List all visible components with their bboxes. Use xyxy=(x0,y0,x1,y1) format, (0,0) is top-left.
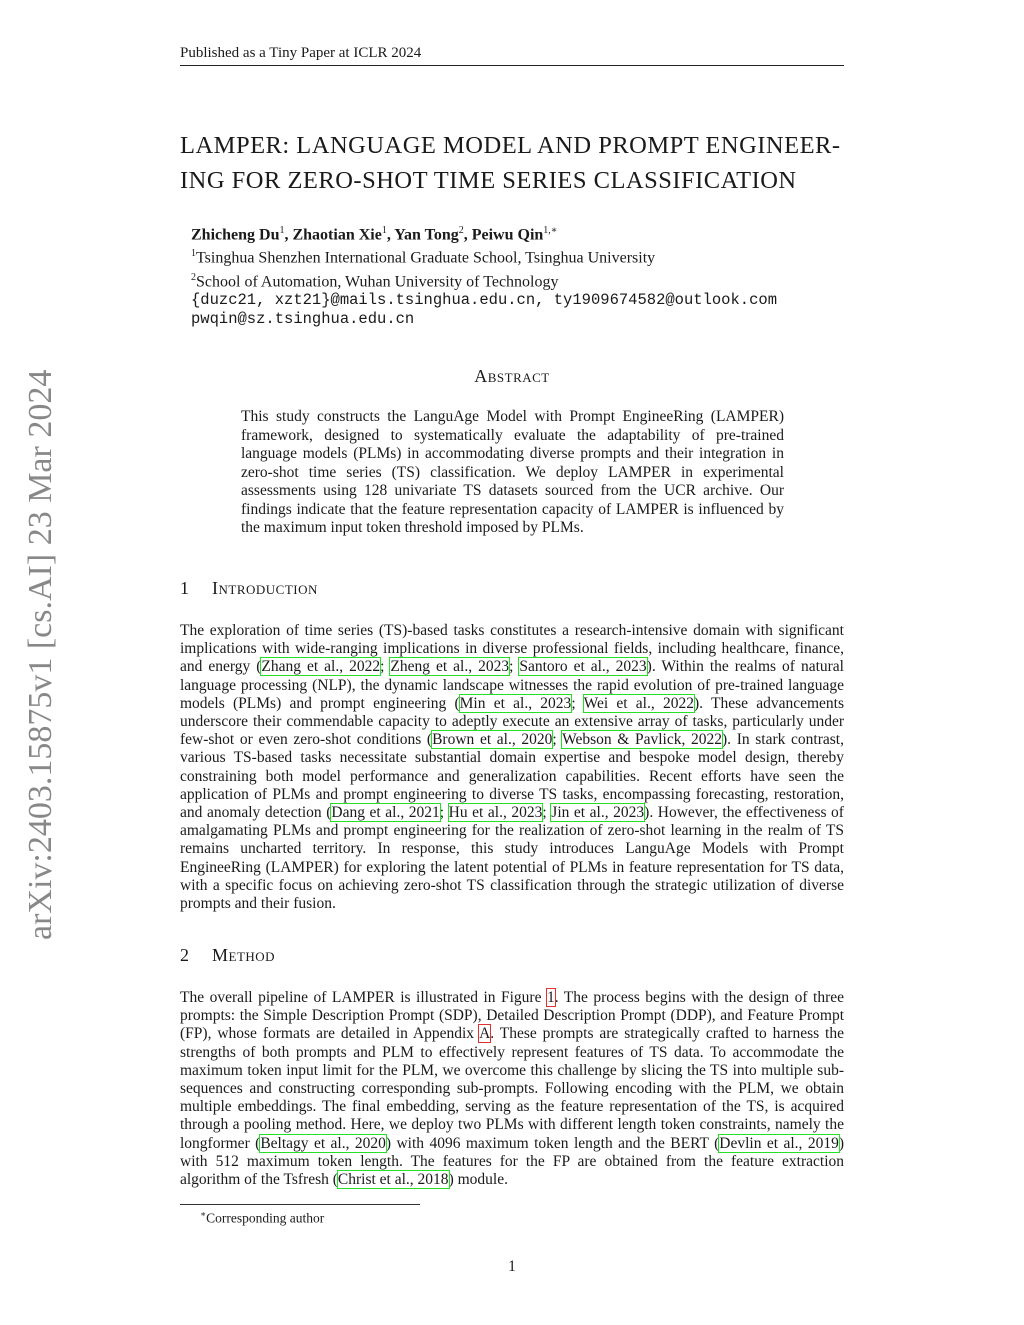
page-number: 1 xyxy=(508,1258,516,1275)
citation-link[interactable]: Christ et al., 2018 xyxy=(337,1171,449,1189)
citation-link[interactable]: Wei et al., 2022 xyxy=(583,694,694,712)
affiliation-text: Tsinghua Shenzhen International Graduate School, Tsinghua University xyxy=(196,249,656,267)
footnote-text: Corresponding author xyxy=(206,1210,325,1226)
abstract-heading: Abstract xyxy=(474,366,550,386)
body-text: The exploration of time series (TS)-based tasks constitutes a research-intensive domain with significant implications with wide-ranging implications in diverse professional fields, including healthcare, finance, and energy ( xyxy=(180,622,844,676)
section-heading-method xyxy=(180,945,275,966)
affiliation-2 xyxy=(191,268,841,291)
introduction-paragraph xyxy=(180,622,844,913)
body-text: ). In stark contrast, various TS-based tasks necessitate substantial domain expertise and bespoke model design, thereby constraining both model performance and generalization capabilities. Recent efforts have seen the application of PLMs and prompt engineering to diverse TS tasks, encompassing forecasting, restoration, and anomaly detection ( xyxy=(180,731,844,822)
affiliation-mark: 1,∗ xyxy=(543,225,558,236)
section-heading-introduction xyxy=(180,578,318,599)
author-name: Zhicheng Du xyxy=(191,226,280,244)
author-name: Zhaotian Xie xyxy=(292,226,382,244)
author-names: Zhicheng Du$^1$, Zhaotian Xie$^1$, Yan Tong$^2$, Peiwu Qin$^{1,∗}$ xyxy=(191,225,558,244)
venue-text: Published as a Tiny Paper at ICLR 2024 xyxy=(180,45,422,61)
author-block xyxy=(191,221,841,329)
affiliation-1 xyxy=(191,244,841,267)
citation-link[interactable]: Webson & Pavlick, 2022 xyxy=(562,731,722,749)
section-title: Method xyxy=(212,945,276,965)
section-title: Introduction xyxy=(212,578,318,598)
citation-separator: ; xyxy=(542,804,552,822)
affiliation-mark: 2 xyxy=(191,271,196,283)
title-line-2: ING FOR ZERO-SHOT TIME SERIES CLASSIFICATION xyxy=(180,167,797,194)
body-text: The overall pipeline of LAMPER is illustrated in Figure xyxy=(180,989,547,1006)
abstract-text: This study constructs the LanguAge Model with Prompt EngineeRing (LAMPER) framework, designed to systematically evaluate the adaptability of pre-trained language models (PLMs) in accommodating diverse prompts and their integration in zero-shot time series (TS) classification. We deploy LAMPER in experimental assessments using 128 univariate TS datasets sourced from the UCR archive. Our findings indicate that the feature representation capacity of LAMPER is influenced by the maximum input token threshold imposed by PLMs. xyxy=(241,408,784,536)
footnote xyxy=(200,1209,324,1227)
citation-link[interactable]: Zhang et al., 2022 xyxy=(261,658,381,676)
method-paragraph xyxy=(180,989,844,1189)
section-number: 2 xyxy=(180,945,190,965)
footnote-divider xyxy=(180,1204,420,1205)
section-number: 1 xyxy=(180,578,190,598)
footnote-mark: ∗ xyxy=(200,1209,207,1219)
running-header xyxy=(180,44,844,66)
citation-link[interactable]: Zheng et al., 2023 xyxy=(390,658,510,676)
body-text: ). Within the realms of natural language processing (NLP), the dynamic landscape witnesses the rapid evolution of pre-trained language models (PLMs) and prompt engineering ( xyxy=(180,658,844,712)
citation-link[interactable]: Santoro et al., 2023 xyxy=(519,658,647,676)
affiliation-mark: 1 xyxy=(279,225,285,236)
citation-separator: ; xyxy=(439,804,449,822)
citation-link[interactable]: Min et al., 2023 xyxy=(459,694,572,712)
body-text: . The process begins with the design of three prompts: the Simple Description Prompt (SDP), Detailed Description Prompt (DDP), and Feature Prompt (FP), whose formats are detailed in Appendix xyxy=(180,989,844,1043)
affiliation-text: School of Automation, Wuhan University of Technology xyxy=(196,272,559,290)
citation-link[interactable]: Devlin et al., 2019 xyxy=(719,1134,839,1152)
appendix-reference-link[interactable]: A xyxy=(479,1025,491,1043)
citation-link[interactable]: Jin et al., 2023 xyxy=(551,804,645,822)
body-text: ) with 4096 maximum token length and the BERT ( xyxy=(385,1134,720,1152)
body-text: ) module. xyxy=(448,1171,508,1189)
body-text: ). These advancements underscore their commendable capacity to adeptly execute an extensive array of tasks, particularly under few-shot or even zero-shot conditions ( xyxy=(180,694,845,749)
citation-separator: ; xyxy=(380,658,391,676)
body-text: ) with 512 maximum token length. The features for the FP are obtained from the feature extraction algorithm of the Tsfresh ( xyxy=(180,1134,844,1189)
citation-separator: ; xyxy=(571,694,584,712)
body-text: ). However, the effectiveness of amalgamating PLMs and prompt engineering for the realization of zero-shot learning in the realm of TS remains uncharted territory. In response, this study introduces LanguAge Models with Prompt EngineeRing (LAMPER) for exploring the latent potential of PLMs in feature representation for TS data, with a specific focus on achieving zero-shot TS classification through the strategic utilization of diverse prompts and their fusion. xyxy=(180,804,844,913)
arxiv-stamp: arXiv:2403.15875v1 [cs.AI] 23 Mar 2024 xyxy=(22,369,59,940)
citation-separator: ; xyxy=(552,731,563,749)
body-text: . These prompts are strategically crafted to harness the strengths of both prompts and PLM to effectively represent features of TS data. To accommodate the maximum token input limit for the PLM, we overcome this challenge by slicing the TS into multiple sub-sequences and constructing corresponding sub-prompts. Following encoding with the PLM, we obtain multiple embeddings. The final embedding, serving as the feature representation of the TS, is acquired through a pooling method. Here, we deploy two PLMs with different length token constraints, namely the longformer ( xyxy=(180,1025,844,1152)
citation-link[interactable]: Brown et al., 2020 xyxy=(432,731,553,749)
affiliation-mark: 2 xyxy=(458,225,464,236)
author-name: Yan Tong xyxy=(394,226,459,244)
email-line-1: {duzc21, xzt21}@mails.tsinghua.edu.cn, ty1909674582@outlook.com xyxy=(191,290,777,309)
citation-link[interactable]: Dang et al., 2021 xyxy=(331,804,440,822)
affiliation-mark: 1 xyxy=(381,225,387,236)
email-line-2: pwqin@sz.tsinghua.edu.cn xyxy=(191,309,415,328)
figure-reference-link[interactable]: 1 xyxy=(546,989,555,1006)
author-name: Peiwu Qin xyxy=(471,226,544,244)
title-line-1: LAMPER: LANGUAGE MODEL AND PROMPT ENGINEER- xyxy=(180,132,841,159)
paper-title xyxy=(180,128,850,198)
citation-link[interactable]: Hu et al., 2023 xyxy=(448,804,543,822)
citation-link[interactable]: Beltagy et al., 2020 xyxy=(260,1134,386,1152)
citation-separator: ; xyxy=(509,658,520,676)
affiliation-mark: 1 xyxy=(191,248,196,260)
